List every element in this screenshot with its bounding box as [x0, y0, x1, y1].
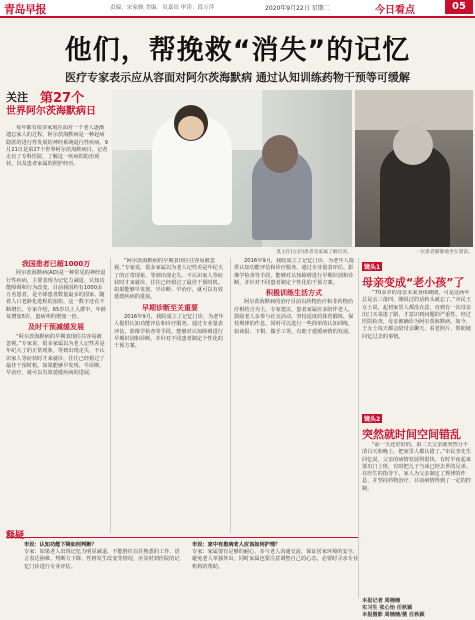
- story1-tag: 镜头1: [364, 264, 381, 271]
- article-column-3: [234, 258, 354, 534]
- photo-credit: 本报摄影 周楠楠/摄 任秋颖: [362, 612, 425, 618]
- side-photo-caption: 一位患者静静地坐在窗前。: [415, 250, 473, 255]
- story2-body: [362, 442, 472, 594]
- section1-text: 阿尔茨海默病(AD)是一种常见的神经退行性疾病，主要表现为记忆力减退、认知功能障碍和行为改变。目前我国约有1000余万名患者，是全球患者数量最多的国家。随着人口老龄化进程的加快，这一数字还在不断增长。专家介绍，65岁以上人群中，年龄每增加5岁，患病率约增加一倍。: [6, 270, 106, 321]
- section4-heading: 积极训练生活方式: [266, 289, 322, 298]
- masthead-bar: [0, 0, 475, 18]
- editor-credits: 责编：宋家骏 美编：吴嘉田 审读：段万萍: [110, 5, 215, 11]
- focus-label: 关注: [6, 91, 28, 104]
- issue-date: 2020年9月22日 星期二: [265, 5, 330, 12]
- section4-text: 阿尔茨海默病的治疗目前以药物治疗和非药物治疗相结合为主。专家建议，患者家属应多陪伴老人，鼓励老人多参与社交活动，坚持适度的体育锻炼，保持规律的作息，同时可以进行一些简单的认知训练，如读报、下棋、做手工等，有助于延缓病情的发展。: [234, 299, 354, 335]
- article-column-2: [114, 258, 226, 534]
- headline: 他们，帮挽救“消失”的记忆: [64, 35, 411, 66]
- reporter-credit: 本报记者 周楠楠: [362, 598, 401, 604]
- qa-question-1: 市民：认知功能下降如何判断？: [24, 542, 97, 548]
- qa-box: [6, 531, 359, 618]
- story1-body: [362, 290, 472, 408]
- newspaper-brand: 青岛早报: [4, 3, 46, 16]
- qa-tag: 释疑: [6, 531, 25, 541]
- section3-text: 2016年9月，我院成立了记忆门诊，为老年人提供认知功能评估和诊疗服务。通过专业量表评估、影像学检查等手段，能够对认知障碍进行早期识别和诊断，并针对不同患者制定个性化的干预方案。: [114, 314, 224, 350]
- main-photo-caption: 莫主任(左)向患者及家属了解近况。: [276, 250, 352, 255]
- story2-text: “前一天还好好的，第二天父亲就突然分不清白天和晚上，把家里人都认错了。”市民李先生回忆说，父亲的病情发展得很快，有时半夜起来要出门上班，有时把儿子当成已经去世的兄弟。在医生的指导下，家人为父亲制定了规律的作息，并坚持药物治疗，目前病情得到了一定的控制。: [362, 442, 472, 492]
- qa-question-2: 市民：家中有患病老人应该如何护理？: [192, 542, 281, 548]
- qa-left-column: [24, 542, 182, 571]
- focus-number: 第27个: [40, 91, 85, 106]
- story1-title: 母亲变成“老小孩”了: [362, 276, 465, 289]
- side-photo: [355, 90, 473, 247]
- qa-right-column: [192, 542, 358, 571]
- focus-title: 世界阿尔茨海默病日: [6, 106, 96, 117]
- subheadline: 医疗专家表示应从容面对阿尔茨海默病 通过认知训练药物干预等可缓解: [65, 71, 410, 84]
- section2-continued: “阿尔茨海默病的早期表现往往容易被忽视。”专家说，很多家属以为老人记性差是年纪大了的正常现象，等到出现走失、不认识家人等症状时才来就诊，往往已经错过了最佳干预时机。如果能够早发现、早诊断、早治疗，就可以有效延缓疾病的进展。: [114, 258, 224, 301]
- qa-answer-1: 专家：如果老人出现记忆力明显减退、不能胜任以往熟悉的工作、语言表达困难、判断力下降、性格发生改变等情况，应及时到医院的记忆门诊进行专业评估。: [24, 549, 180, 570]
- main-photo: [112, 90, 352, 247]
- section-title: 今日看点: [375, 5, 415, 16]
- page-number: 05: [445, 0, 473, 14]
- story2-title: 突然就时间空间错乱: [362, 428, 461, 441]
- section2-heading: 及时干预减缓发展: [28, 323, 84, 332]
- story2-tag: 镜头2: [364, 416, 381, 423]
- article-column-1: [6, 258, 106, 534]
- section1-heading: 我国患者已超1000万: [21, 260, 91, 268]
- section2-text: “阿尔茨海默病的早期表现往往容易被忽视。”专家说，很多家属以为老人记性差是年纪大了的正常现象，等到出现走失、不认识家人等症状时才来就诊，往往已经错过了最佳干预时机。如果能够早发现、早诊断、早治疗，就可以有效延缓疾病的进展。: [6, 333, 105, 377]
- section3-continued: 2016年9月，我院成立了记忆门诊，为老年人提供认知功能评估和诊疗服务。通过专业量表评估、影像学检查等手段，能够对认知障碍进行早期识别和诊断，并针对不同患者制定个性化的干预方案。: [234, 258, 354, 286]
- byline: [362, 598, 472, 619]
- intern-credit: 实习生 张心怡 任秋颖: [362, 605, 413, 611]
- qa-answer-2: 专家：家属要有足够的耐心，多与老人沟通交流，保证居家环境的安全，避免老人单独外出，同时家属也要注意调整自己的心态，必要时寻求专业机构的帮助。: [192, 549, 359, 570]
- story1-text: “70多岁的母亲本来身体硬朗，可是这两年总是丢三落四，刚说过的话转头就忘了。”市民王女士说，起初家里人都没在意，直到有一次母亲出门买菜迷了路，才意识到问题的严重性。经过医院检查，母亲被确诊为阿尔茨海默病。如今，王女士每天都会陪母亲聊天、看老照片，帮助她回忆过去的事情。: [362, 290, 472, 340]
- focus-label-block: [6, 89, 108, 115]
- section3-heading: 早期诊断至关重要: [142, 303, 198, 312]
- intro-paragraph: 每年都有很多家庭在面对一个老人逐渐遗忘家人的过程。阿尔茨海默病是一种起病隐匿的进行性发展的神经系统退行性疾病。9月21日是第27个世界阿尔茨海默病日，记者走访了专科医院，了解这一疾病的防治现状，以及患者家属的照护经历。: [6, 125, 108, 168]
